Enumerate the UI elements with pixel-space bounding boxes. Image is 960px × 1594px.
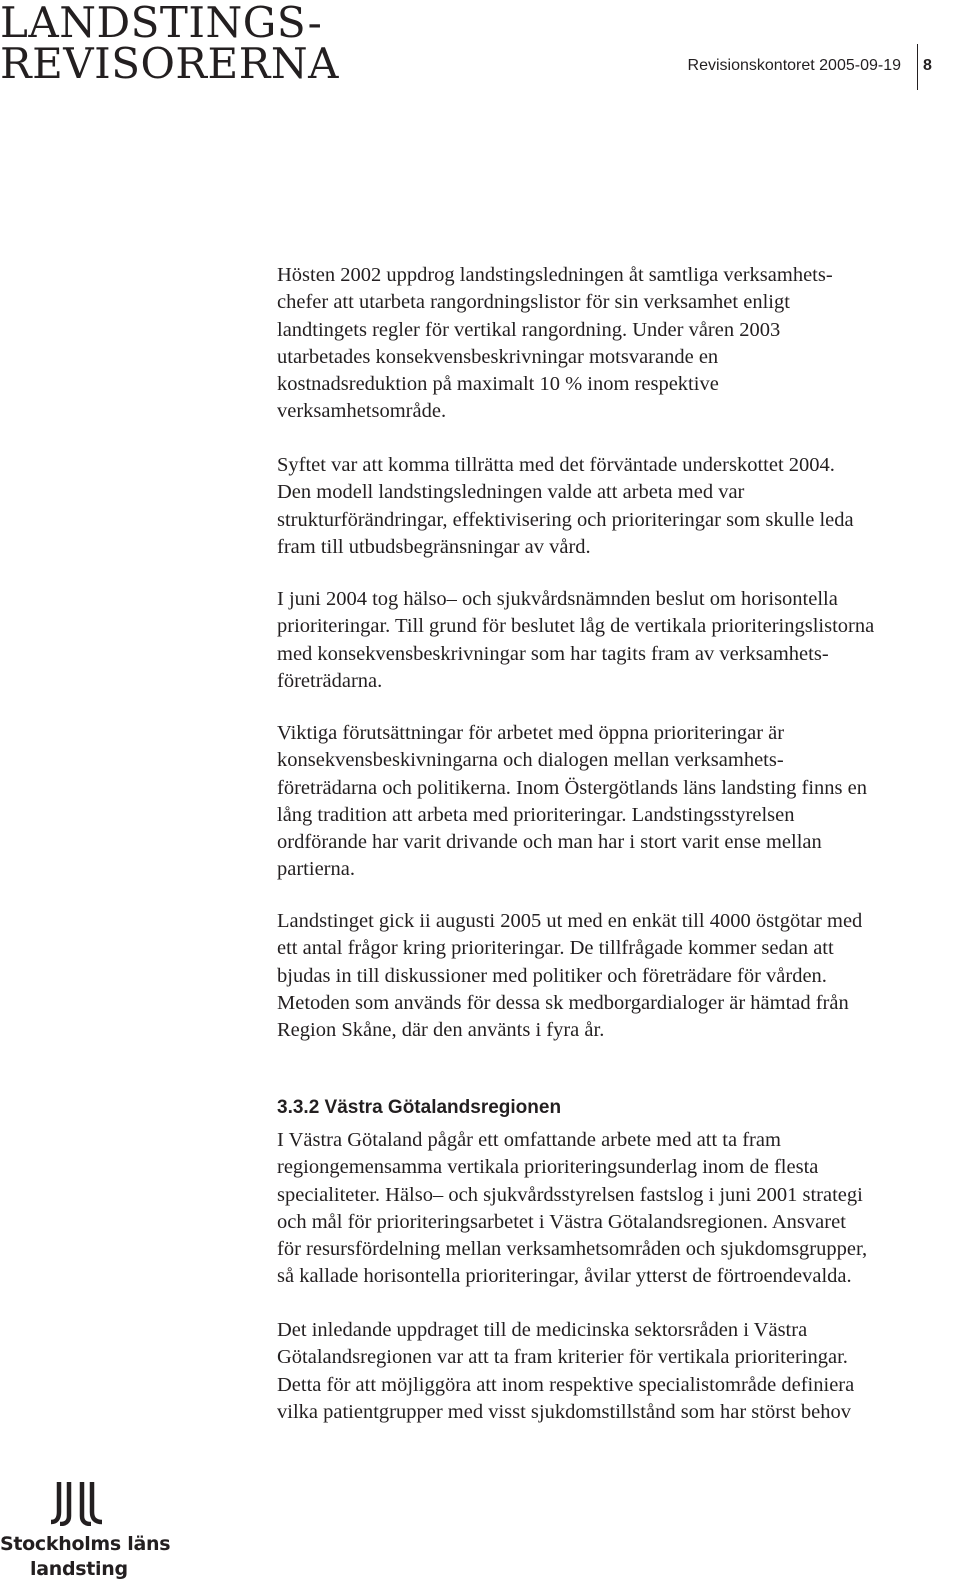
text-line: I Västra Götaland pågår ett omfattande arbete med att ta fram	[277, 1129, 781, 1151]
paragraph-4	[277, 720, 945, 884]
text-line: Hösten 2002 uppdrog landstingsledningen åt samtliga verksamhets-	[277, 264, 833, 286]
text-line: så kallade horisontella prioriteringar, åvilar ytterst de förtroendevalda.	[277, 1265, 852, 1288]
brand-title	[0, 0, 339, 88]
page-number: 8	[923, 57, 932, 74]
text-line: Viktiga förutsättningar för arbetet med öppna prioriteringar är	[277, 722, 785, 744]
text-line: och mål för prioriteringsarbetet i Västra Götalandsregionen. Ansvaret	[277, 1210, 846, 1233]
brand-title-line1: LANDSTINGS-	[0, 0, 323, 47]
text-line: företrädarna och politikerna. Inom Östergötlands läns landsting finns en	[277, 776, 867, 799]
brand-title-line2: REVISORERNA	[0, 39, 339, 88]
section-heading: 3.3.2 Västra Götalandsregionen	[277, 1097, 562, 1118]
text-line: lång tradition att arbeta med prioriteringar. Landstingsstyrelsen	[277, 803, 795, 826]
text-line: Syftet var att komma tillrätta med det förväntade underskottet 2004.	[277, 454, 835, 476]
text-line: Den modell landstingsledningen valde att arbeta med var	[277, 481, 745, 504]
paragraph-3	[277, 586, 945, 695]
text-line: partierna.	[277, 858, 355, 881]
stockholms-lans-landsting-logo-icon	[50, 1482, 106, 1526]
text-line: Region Skåne, där den använts i fyra år.	[277, 1019, 605, 1042]
text-line: fram till utbudsbegränsningar av vård.	[277, 535, 591, 558]
text-line: chefer att utarbeta rangordningslistor för sin verksamhet enligt	[277, 291, 790, 314]
text-line: kostnadsreduktion på maximalt 10 % inom respektive	[277, 373, 719, 396]
logo-wordmark-line1: Stockholms läns	[0, 1533, 171, 1555]
page-number-divider	[917, 44, 918, 90]
text-line: Det inledande uppdraget till de medicinska sektorsråden i Västra	[277, 1319, 808, 1341]
paragraph-2	[277, 452, 945, 561]
text-line: verksamhetsområde.	[277, 400, 447, 423]
text-line: regiongemensamma vertikala prioriteringsunderlag inom de flesta	[277, 1156, 819, 1179]
text-line: med konsekvensbeskrivningar som har tagits fram av verksamhets-	[277, 642, 829, 665]
text-line: landtingets regler för vertikal rangordning. Under våren 2003	[277, 318, 781, 341]
text-line: Götalandsregionen var att ta fram kriterier för vertikala prioriteringar.	[277, 1346, 848, 1369]
section-paragraph-2	[277, 1317, 945, 1426]
text-line: prioriteringar. Till grund för beslutet låg de vertikala prioriteringslistorna	[277, 615, 875, 638]
logo-wordmark-line2: landsting	[30, 1558, 128, 1580]
logo-wordmark	[0, 1532, 170, 1582]
text-line: specialiteter. Hälso– och sjukvårdsstyrelsen fastslog i juni 2001 strategi	[277, 1183, 863, 1206]
organization-logo	[0, 1482, 171, 1590]
paragraph-1	[277, 262, 945, 426]
text-line: Detta för att möjliggöra att inom respektive specialistområde definiera	[277, 1373, 855, 1396]
section-paragraph-1	[277, 1127, 945, 1291]
text-line: för resursfördelning mellan verksamhetsområden och sjukdomsgrupper,	[277, 1238, 868, 1261]
text-line: företrädarna.	[277, 669, 383, 692]
text-line: ordförande har varit drivande och man har i stort varit ense mellan	[277, 831, 822, 854]
text-line: strukturförändringar, effektivisering och prioriteringar som skulle leda	[277, 508, 854, 531]
text-line: vilka patientgrupper med visst sjukdomstillstånd som har störst behov	[277, 1400, 851, 1423]
text-line: I juni 2004 tog hälso– och sjukvårdsnämnden beslut om horisontella	[277, 588, 838, 610]
text-line: Metoden som används för dessa sk medborgardialoger är hämtad från	[277, 991, 849, 1014]
text-line: bjudas in till diskussioner med politiker och företrädare för vården.	[277, 964, 827, 987]
paragraph-5	[277, 908, 945, 1044]
text-line: Landstinget gick ii augusti 2005 ut med en enkät till 4000 östgötar med	[277, 910, 863, 932]
text-line: utarbetades konsekvensbeskrivningar motsvarande en	[277, 345, 719, 368]
text-line: ett antal frågor kring prioriteringar. De tillfrågade kommer sedan att	[277, 937, 834, 960]
text-line: konsekvensbeskivningarna och dialogen mellan verksamhets-	[277, 749, 784, 772]
header-meta: Revisionskontoret 2005-09-19	[687, 57, 901, 74]
